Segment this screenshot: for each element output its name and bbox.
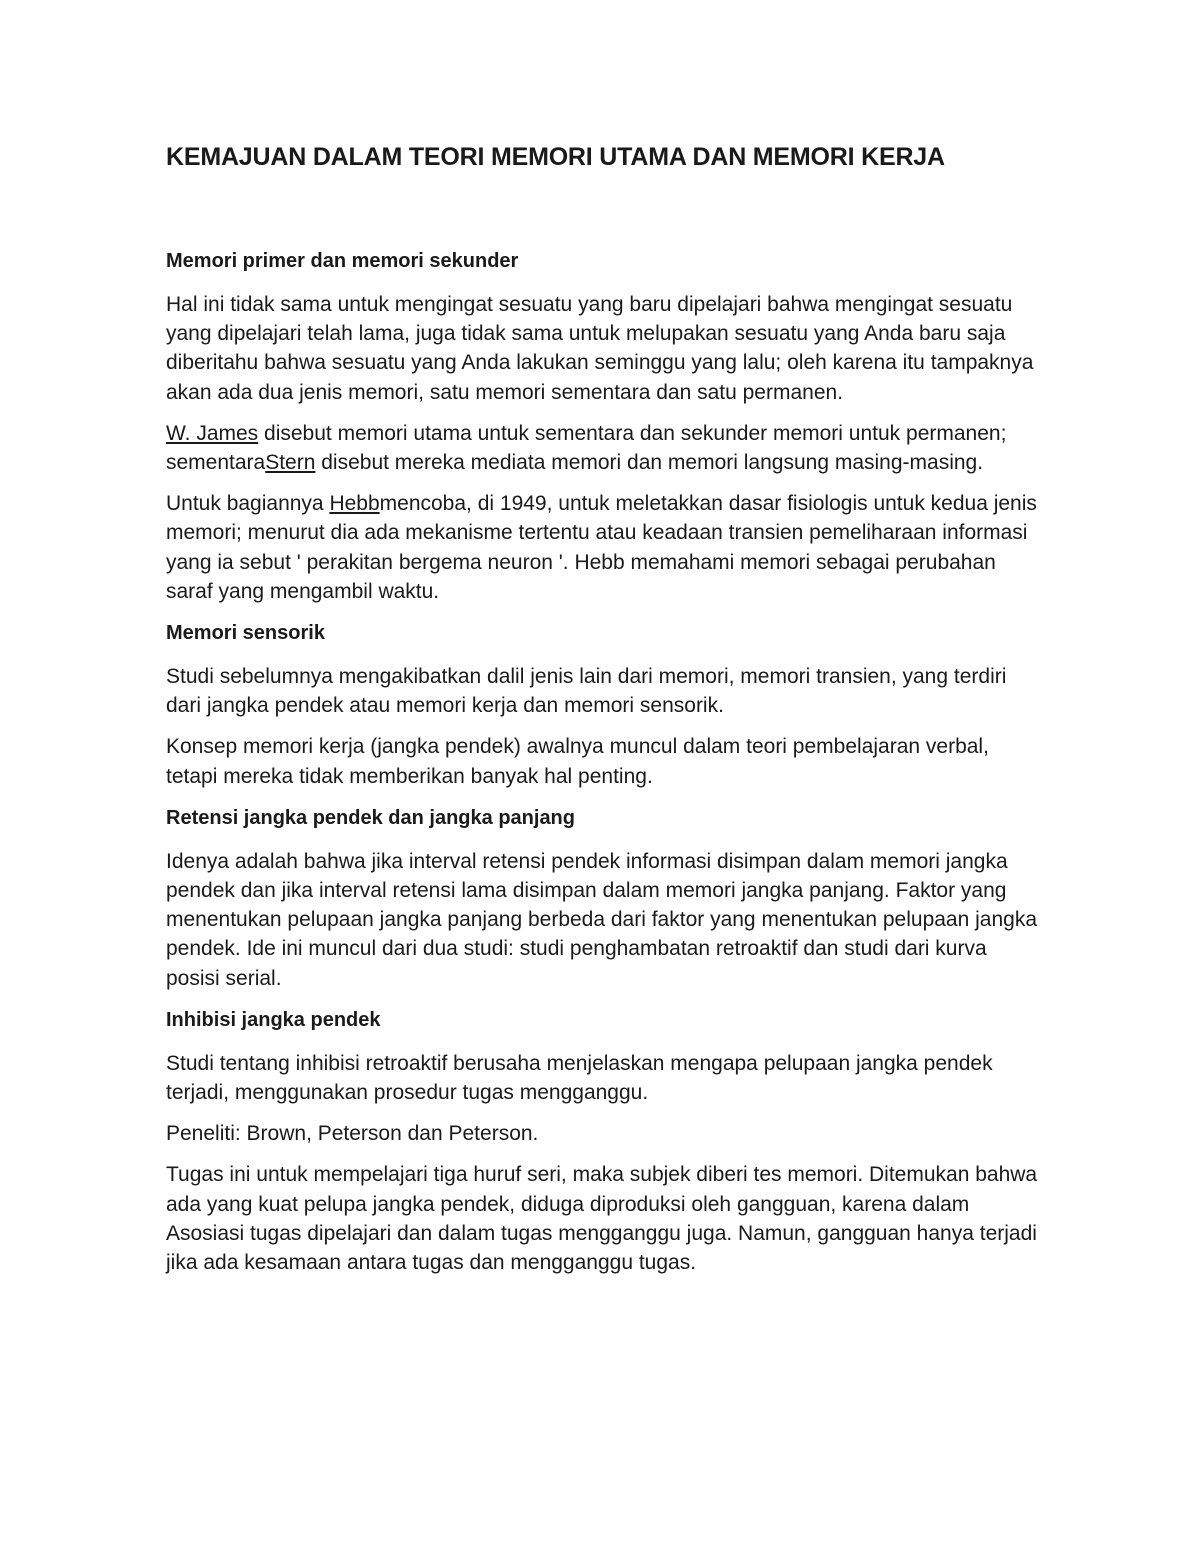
section-sensory-memory (166, 618, 1046, 791)
section-short-term-inhibition (166, 1005, 1046, 1277)
section-primary-secondary-memory (166, 246, 1046, 606)
link-hebb[interactable]: Hebb (329, 492, 380, 516)
link-stern[interactable]: Stern (265, 451, 316, 475)
section-heading: Inhibisi jangka pendek (166, 1008, 381, 1031)
section-heading: Memori primer dan memori sekunder (166, 250, 519, 272)
section-heading: Retensi jangka pendek dan jangka panjang (166, 806, 575, 829)
paragraph: Studi sebelumnya mengakibatkan dalil jenis lain dari memori, memori transien, yang terdiri dari jangka pendek atau memori kerja dan memori sensorik. (166, 665, 1007, 718)
document-page (166, 138, 1046, 1289)
paragraph (166, 419, 1046, 477)
section-heading: Memori sensorik (166, 622, 325, 645)
paragraph-text: disebut memori utama untuk sementara dan sekunder memori untuk permanen; sementara (166, 421, 1007, 475)
paragraph: Idenya adalah bahwa jika interval retensi pendek informasi disimpan dalam memori jangka pendek dan jika interval retensi lama disimpan dalam memori jangka panjang. Faktor yang menentukan pelupaan jangka panjang berbeda dari faktor yang menentukan pelupaan jangka pendek. Ide ini muncul dari dua studi: studi penghambatan retroaktif dan studi dari kurva posisi serial. (166, 849, 1037, 990)
paragraph-text: disebut mereka mediata memori dan memori langsung masing-masing. (315, 451, 984, 475)
paragraph (166, 489, 1046, 606)
paragraph: Peneliti: Brown, Peterson dan Peterson. (166, 1122, 539, 1146)
link-w-james[interactable]: W. James (166, 421, 259, 445)
paragraph: Studi tentang inhibisi retroaktif berusaha menjelaskan mengapa pelupaan jangka pendek terjadi, menggunakan prosedur tugas mengganggu. (166, 1051, 993, 1105)
section-retention (166, 803, 1046, 993)
document-title: KEMAJUAN DALAM TEORI MEMORI UTAMA DAN MEMORI KERJA (166, 143, 945, 171)
paragraph: Konsep memori kerja (jangka pendek) awalnya muncul dalam teori pembelajaran verbal, tetapi mereka tidak memberikan banyak hal penting. (166, 735, 989, 788)
paragraph-text: Untuk bagiannya (166, 492, 330, 516)
paragraph-text: mencoba, di 1949, untuk meletakkan dasar fisiologis untuk kedua jenis memori; menurut dia ada mekanisme tertentu atau keadaan transien pemeliharaan informasi yang ia sebut ' perakitan bergema neuron '. Hebb memahami memori sebagai perubahan saraf yang mengambil waktu. (166, 492, 1037, 603)
paragraph: Hal ini tidak sama untuk mengingat sesuatu yang baru dipelajari bahwa mengingat sesuatu yang dipelajari telah lama, juga tidak sama untuk melupakan sesuatu yang Anda baru saja diberitahu bahwa sesuatu yang Anda lakukan seminggu yang lalu; oleh karena itu tampaknya akan ada dua jenis memori, satu memori sementara dan satu permanen. (166, 293, 1034, 404)
paragraph: Tugas ini untuk mempelajari tiga huruf seri, maka subjek diberi tes memori. Ditemukan bahwa ada yang kuat pelupa jangka pendek, diduga diproduksi oleh gangguan, karena dalam Asosiasi tugas dipelajari dan dalam tugas mengganggu juga. Namun, gangguan hanya terjadi jika ada kesamaan antara tugas dan mengganggu tugas. (166, 1163, 1038, 1275)
